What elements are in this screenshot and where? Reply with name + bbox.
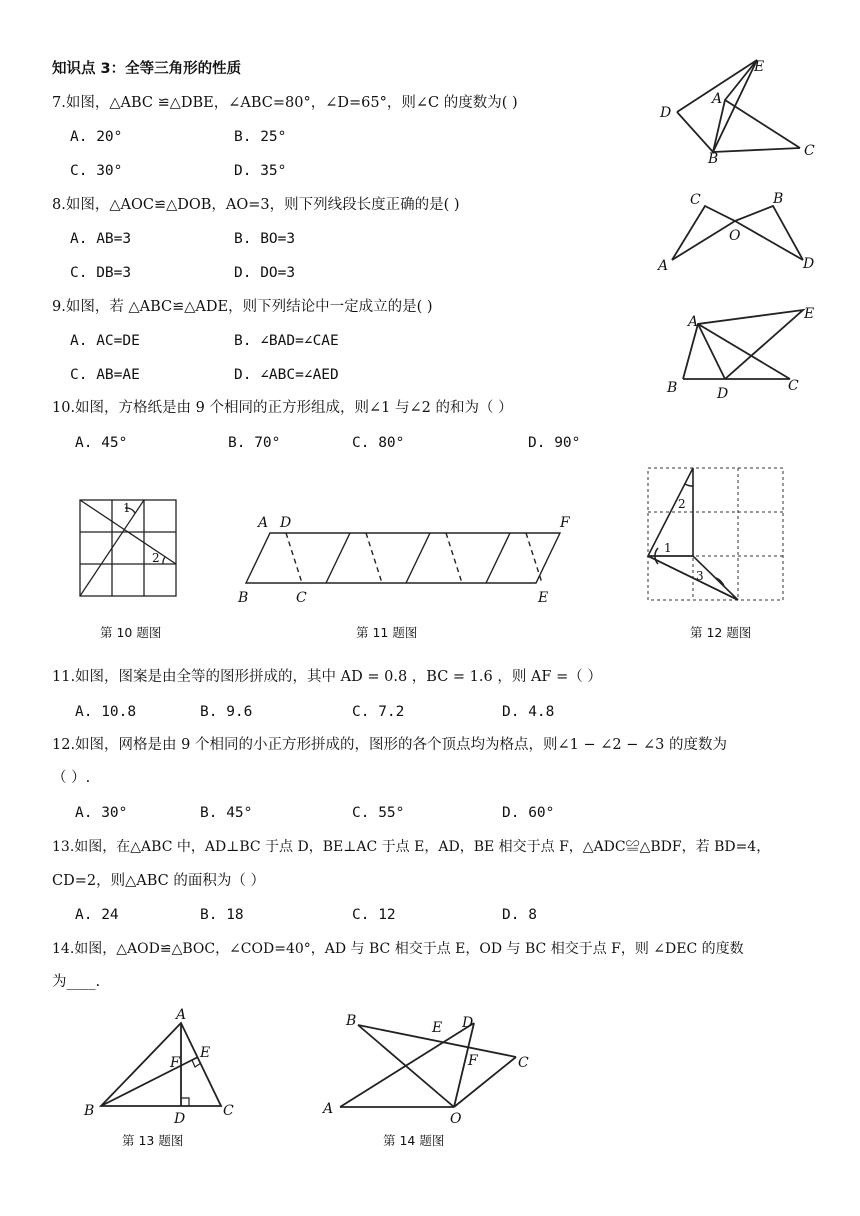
fig8-label-d: D [803, 256, 815, 272]
fig8-label-b: B [773, 191, 784, 207]
fig14-label-e: E [432, 1020, 443, 1036]
q11-option-d[interactable]: D. 4.8 [502, 704, 555, 720]
q12-option-a[interactable]: A. 30° [75, 805, 128, 821]
fig11-label-e: E [538, 590, 549, 606]
figure-12 [640, 460, 790, 610]
figure-8 [655, 188, 825, 278]
fig13-label-c: C [223, 1103, 234, 1119]
question-14-stem: 14.如图，△AOD≌△BOC，∠COD=40°，AD 与 BC 相交于点 E，OD 与 BC 相交于点 F，则 ∠DEC 的度数 [52, 941, 744, 957]
q9-option-b[interactable]: B. ∠BAD=∠CAE [234, 333, 339, 349]
question-13-stem-cont: CD=2，则△ABC 的面积为（ ） [52, 873, 265, 889]
q8-option-c[interactable]: C. DB=3 [70, 265, 132, 281]
fig10-label-2: 2 [152, 551, 160, 565]
figure-9 [660, 302, 830, 402]
fig12-label-3: 3 [696, 569, 704, 583]
caption-fig13: 第 13 题图 [122, 1133, 184, 1148]
q13-option-d[interactable]: D. 8 [502, 907, 537, 923]
fig13-label-e: E [200, 1045, 211, 1061]
fig9-label-c: C [788, 378, 799, 394]
section-title: 知识点 3：全等三角形的性质 [52, 61, 242, 77]
q8-option-a[interactable]: A. AB=3 [70, 231, 132, 247]
q13-option-a[interactable]: A. 24 [75, 907, 119, 923]
fig9-label-a: A [688, 314, 699, 330]
fig13-label-d: D [174, 1111, 186, 1127]
fig7-label-c: C [804, 143, 815, 159]
q11-option-a[interactable]: A. 10.8 [75, 704, 137, 720]
caption-fig10: 第 10 题图 [100, 625, 162, 640]
question-10-stem: 10.如图，方格纸是由 9 个相同的正方形组成，则∠1 与∠2 的和为（ ） [52, 400, 513, 416]
q8-option-b[interactable]: B. BO=3 [234, 231, 296, 247]
q12-option-b[interactable]: B. 45° [200, 805, 253, 821]
q8-option-d[interactable]: D. DO=3 [234, 265, 296, 281]
fig8-label-c: C [690, 192, 701, 208]
caption-fig12: 第 12 题图 [690, 625, 752, 640]
q13-option-b[interactable]: B. 18 [200, 907, 244, 923]
q9-option-d[interactable]: D. ∠ABC=∠AED [234, 367, 339, 383]
caption-fig11: 第 11 题图 [356, 625, 418, 640]
fig14-label-o: O [450, 1111, 462, 1127]
q7-option-b[interactable]: B. 25° [234, 129, 287, 145]
question-13-stem: 13.如图，在△ABC 中，AD⊥BC 于点 D，BE⊥AC 于点 E，AD，BE 相交于点 F，△ADC≌△BDF，若 BD=4， [52, 839, 771, 855]
fig13-label-f: F [170, 1055, 180, 1071]
question-14-stem-cont: 为____. [52, 974, 101, 990]
fig8-label-a: A [658, 258, 669, 274]
fig9-label-e: E [804, 306, 815, 322]
fig11-label-b: B [238, 590, 249, 606]
fig14-label-c: C [518, 1055, 529, 1071]
fig11-label-d: D [280, 515, 292, 531]
q10-option-a[interactable]: A. 45° [75, 435, 128, 451]
fig7-label-d: D [660, 105, 672, 121]
question-8-stem: 8.如图，△AOC≌△DOB，AO=3，则下列线段长度正确的是( ) [52, 197, 460, 213]
fig14-label-f: F [468, 1053, 478, 1069]
fig7-label-a: A [712, 91, 723, 107]
fig7-label-e: E [754, 59, 765, 75]
figure-7 [650, 55, 830, 165]
fig8-label-o: O [729, 228, 741, 244]
question-12-stem-cont: （ ）. [52, 770, 91, 786]
fig9-label-d: D [717, 386, 729, 402]
q9-option-c[interactable]: C. AB=AE [70, 367, 140, 383]
fig13-label-a: A [176, 1007, 187, 1023]
fig12-label-1: 1 [664, 541, 672, 555]
q9-option-a[interactable]: A. AC=DE [70, 333, 140, 349]
fig10-label-1: 1 [123, 501, 131, 515]
q11-option-c[interactable]: C. 7.2 [352, 704, 405, 720]
fig12-label-2: 2 [678, 497, 686, 511]
question-11-stem: 11.如图，图案是由全等的图形拼成的，其中 AD = 0.8 ，BC = 1.6 ，则 AF =（ ） [52, 669, 602, 685]
question-12-stem: 12.如图，网格是由 9 个相同的小正方形拼成的，图形的各个顶点均为格点，则∠1 − ∠2 − ∠3 的度数为 [52, 737, 727, 753]
q10-option-c[interactable]: C. 80° [352, 435, 405, 451]
fig14-label-a: A [323, 1101, 334, 1117]
q12-option-d[interactable]: D. 60° [502, 805, 555, 821]
q7-option-a[interactable]: A. 20° [70, 129, 123, 145]
figure-14 [320, 1005, 540, 1130]
fig11-label-a: A [258, 515, 269, 531]
question-9-stem: 9.如图，若 △ABC≌△ADE，则下列结论中一定成立的是( ) [52, 299, 433, 315]
fig11-label-c: C [296, 590, 307, 606]
q7-option-c[interactable]: C. 30° [70, 163, 123, 179]
figure-13 [80, 1005, 250, 1130]
caption-fig14: 第 14 题图 [383, 1133, 445, 1148]
figure-10 [75, 495, 185, 605]
q10-option-b[interactable]: B. 70° [228, 435, 281, 451]
figure-11 [230, 505, 580, 605]
q7-option-d[interactable]: D. 35° [234, 163, 287, 179]
q13-option-c[interactable]: C. 12 [352, 907, 396, 923]
fig11-label-f: F [560, 515, 570, 531]
fig9-label-b: B [667, 380, 678, 396]
q10-option-d[interactable]: D. 90° [528, 435, 581, 451]
q11-option-b[interactable]: B. 9.6 [200, 704, 253, 720]
fig14-label-d: D [462, 1015, 474, 1031]
fig14-label-b: B [346, 1013, 357, 1029]
q12-option-c[interactable]: C. 55° [352, 805, 405, 821]
fig13-label-b: B [84, 1103, 95, 1119]
question-7-stem: 7.如图，△ABC ≌△DBE，∠ABC=80°，∠D=65°，则∠C 的度数为( ) [52, 95, 518, 111]
fig7-label-b: B [708, 151, 719, 167]
